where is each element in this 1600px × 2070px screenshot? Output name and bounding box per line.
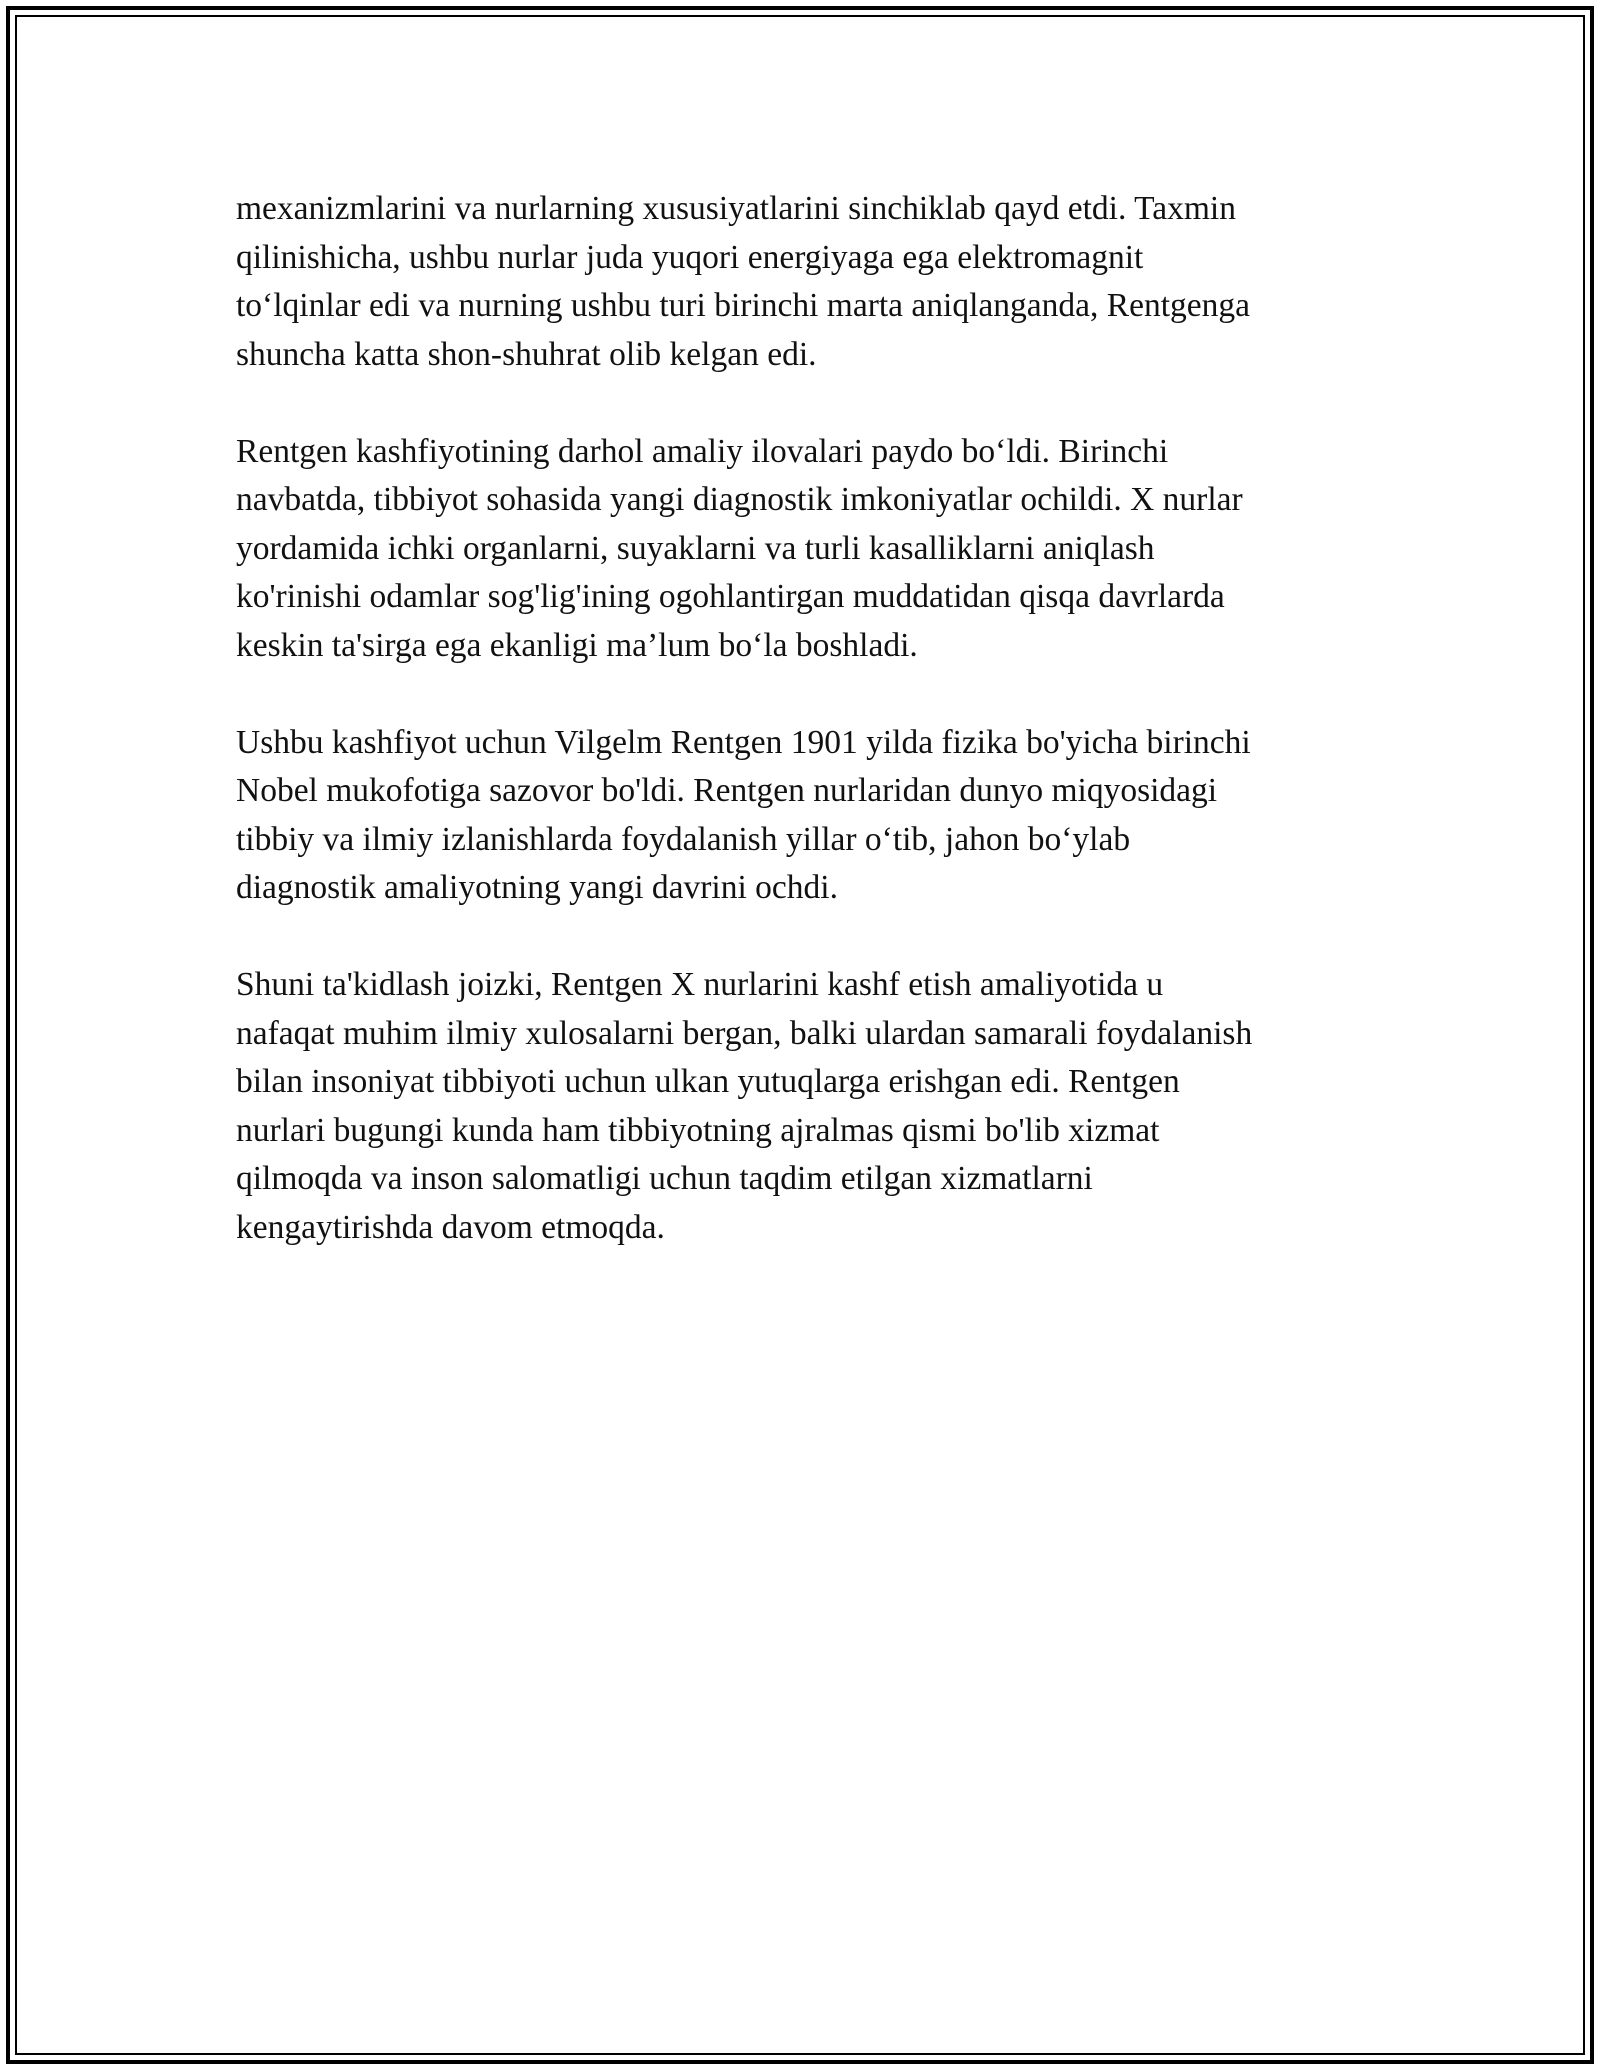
text-line: Nobel mukofotiga sazovor bo'ldi. Rentgen nurlaridan dunyo miqyosidagi — [236, 772, 1218, 809]
document-body — [236, 185, 1366, 1301]
paragraph-4 — [236, 961, 1366, 1252]
text-line: keskin ta'sirga ega ekanligi ma’lum bo‘la boshladi. — [236, 626, 918, 664]
paragraph-1 — [236, 185, 1366, 379]
text-line: qilinishicha, ushbu nurlar juda yuqori energiyaga ega elektromagnit — [236, 238, 1144, 276]
text-line: to‘lqinlar edi va nurning ushbu turi birinchi marta aniqlanganda, Rentgenga — [236, 287, 1251, 324]
text-line: Ushbu kashfiyot uchun Vilgelm Rentgen 1901 yilda fizika bo'yicha birinchi — [236, 723, 1251, 761]
paragraph-2 — [236, 428, 1366, 671]
text-line: nurlari bugungi kunda ham tibbiyotning ajralmas qismi bo'lib xizmat — [236, 1111, 1160, 1149]
text-line: Rentgen kashfiyotining darhol amaliy ilovalari paydo bo‘ldi. Birinchi — [236, 432, 1169, 470]
paragraph-3 — [236, 719, 1366, 913]
text-line: bilan insoniyat tibbiyoti uchun ulkan yutuqlarga erishgan edi. Rentgen — [236, 1063, 1180, 1100]
text-line: yordamida ichki organlarni, suyaklarni va turli kasalliklarni aniqlash — [236, 529, 1155, 567]
text-line: mexanizmlarini va nurlarning xususiyatlarini sinchiklab qayd etdi. Taxmin — [236, 190, 1236, 227]
text-line: tibbiy va ilmiy izlanishlarda foydalanish yillar o‘tib, jahon bo‘ylab — [236, 820, 1131, 858]
text-line: Shuni ta'kidlash joizki, Rentgen X nurlarini kashf etish amaliyotida u — [236, 966, 1164, 1003]
text-line: ko'rinishi odamlar sog'lig'ining ogohlantirgan muddatidan qisqa davrlarda — [236, 578, 1225, 615]
text-line: diagnostik amaliyotning yangi davrini ochdi. — [236, 869, 838, 906]
text-line: shuncha katta shon-shuhrat olib kelgan edi. — [236, 335, 817, 373]
text-line: navbatda, tibbiyot sohasida yangi diagnostik imkoniyatlar ochildi. X nurlar — [236, 481, 1243, 518]
text-line: kengaytirishda davom etmoqda. — [236, 1208, 665, 1246]
text-line: nafaqat muhim ilmiy xulosalarni bergan, balki ulardan samarali foydalanish — [236, 1014, 1253, 1052]
text-line: qilmoqda va inson salomatligi uchun taqdim etilgan xizmatlarni — [236, 1160, 1093, 1197]
